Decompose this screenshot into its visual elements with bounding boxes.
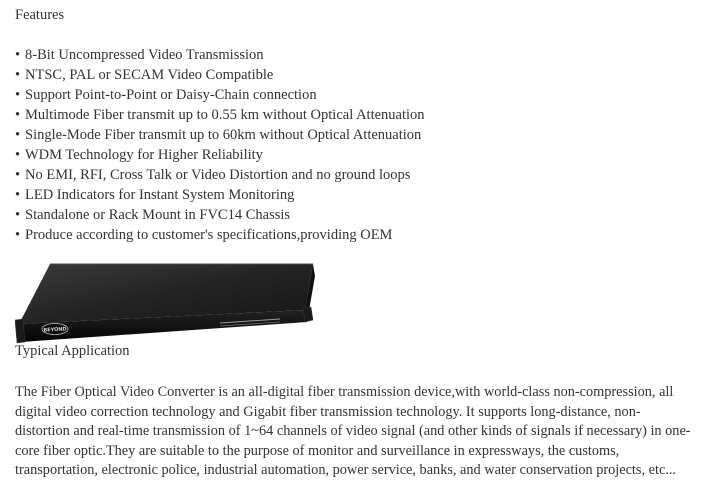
feature-item-text: Produce according to customer's specifications,providing OEM — [25, 227, 393, 243]
feature-item — [15, 45, 425, 65]
bullet-icon: • — [15, 127, 21, 143]
bullet-icon: • — [15, 67, 21, 83]
bullet-icon: • — [15, 87, 21, 103]
svg-text:BEYOND: BEYOND — [43, 326, 67, 334]
application-description: The Fiber Optical Video Converter is an all-digital fiber transmission device,with world-class non-compression, all digital video correction technology and Gigabit fiber transmission technology. It supports long-distance, non-distortion and real-time transmission of 1~64 channels of video signal (and other kinds of signals if necessary) in one-core fiber optic.They are suitable to the purpose of monitor and surveillance in expressways, the customs, transportation, electronic police, industrial automation, power service, banks, and water conservation projects, etc... — [15, 384, 691, 478]
feature-item — [15, 145, 425, 165]
feature-item — [15, 85, 425, 105]
bullet-icon: • — [15, 227, 21, 243]
feature-item-text: Multimode Fiber transmit up to 0.55 km without Optical Attenuation — [25, 107, 425, 123]
product-photo — [15, 262, 315, 344]
feature-item — [15, 205, 425, 225]
feature-item-text: Single-Mode Fiber transmit up to 60km without Optical Attenuation — [25, 127, 422, 143]
bullet-icon: • — [15, 47, 21, 63]
bullet-icon: • — [15, 187, 21, 203]
feature-item — [15, 105, 425, 125]
feature-item-text: WDM Technology for Higher Reliability — [25, 147, 263, 163]
application-heading: Typical Application — [15, 343, 130, 359]
bullet-icon: • — [15, 207, 21, 223]
feature-item-text: No EMI, RFI, Cross Talk or Video Distortion and no ground loops — [25, 167, 411, 183]
features-heading: Features — [15, 7, 65, 23]
bullet-icon: • — [15, 167, 21, 183]
feature-item — [15, 65, 425, 85]
bullet-icon: • — [15, 107, 21, 123]
bullet-icon: • — [15, 147, 21, 163]
feature-item — [15, 225, 425, 245]
feature-item-text: 8-Bit Uncompressed Video Transmission — [25, 47, 264, 63]
brand-logo — [42, 324, 68, 335]
rack-ear-right — [303, 307, 313, 322]
feature-item-text: LED Indicators for Instant System Monitoring — [25, 187, 295, 203]
feature-item — [15, 185, 425, 205]
feature-item — [15, 165, 425, 185]
feature-item-text: NTSC, PAL or SECAM Video Compatible — [25, 67, 274, 83]
feature-item-text: Support Point-to-Point or Daisy-Chain connection — [25, 87, 317, 103]
feature-item-text: Standalone or Rack Mount in FVC14 Chassis — [25, 207, 291, 223]
rack-ear-left — [15, 319, 25, 343]
features-list — [15, 45, 425, 245]
feature-item — [15, 125, 425, 145]
